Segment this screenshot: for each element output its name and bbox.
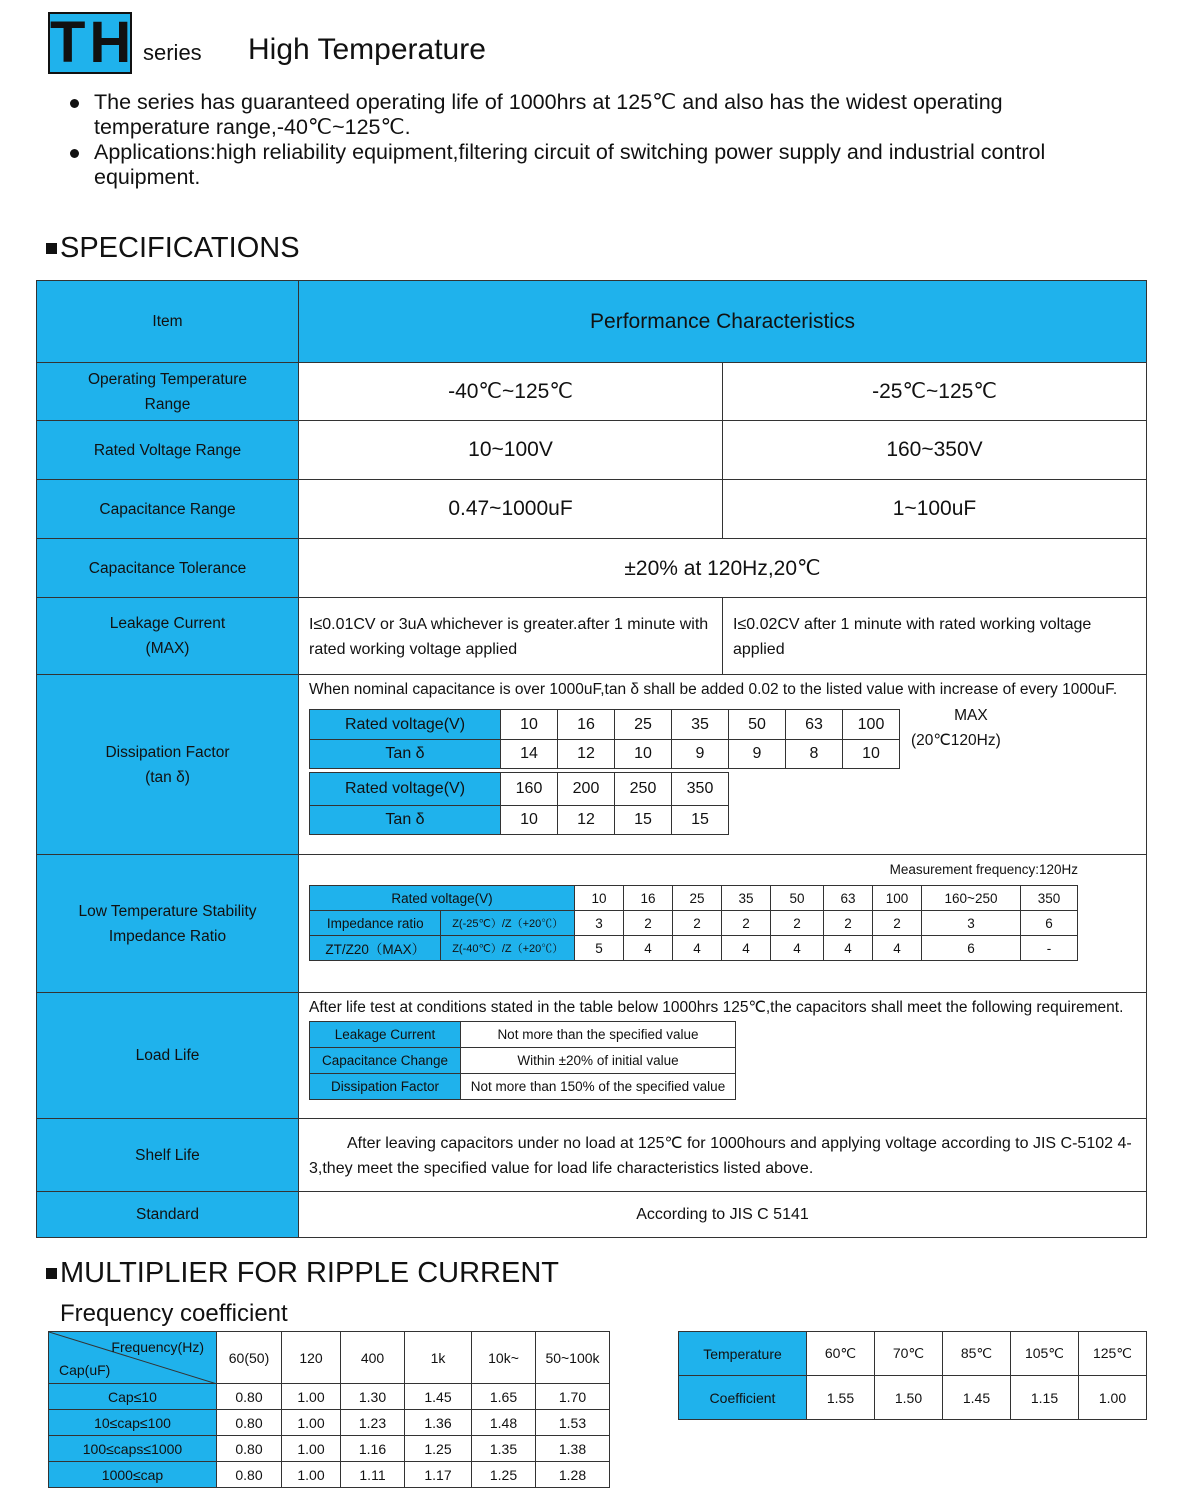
- low-temp-table: [309, 885, 1078, 961]
- cell: 1.48: [472, 1410, 536, 1436]
- cell: 1.00: [282, 1410, 341, 1436]
- page-subtitle: High Temperature: [248, 33, 486, 66]
- row-condition: Z(-40℃）/Z（+20℃）: [441, 936, 575, 961]
- cell: 63: [786, 710, 843, 740]
- table-row: [37, 1119, 1147, 1192]
- table-row: [310, 773, 729, 806]
- value-rated-voltage-2: 160~350V: [723, 421, 1147, 480]
- cell: 1.36: [405, 1410, 472, 1436]
- label-capacitance-tolerance: Capacitance Tolerance: [37, 539, 299, 598]
- freq-cell: 10k~: [472, 1332, 536, 1384]
- cell: 10: [575, 886, 624, 911]
- cell: 100: [843, 710, 900, 740]
- temperature-label: Temperature: [679, 1332, 807, 1376]
- cell: 16: [624, 886, 673, 911]
- label-shelf-life: Shelf Life: [37, 1119, 299, 1192]
- square-bullet-icon: [46, 243, 57, 254]
- header-performance: Performance Characteristics: [299, 281, 1147, 363]
- bullet-dot-icon: [70, 149, 79, 158]
- cell: Not more than 150% of the specified value: [461, 1074, 736, 1100]
- cell: 250: [615, 773, 672, 806]
- table-row: [37, 480, 1147, 539]
- cell: 3: [922, 911, 1021, 936]
- cap-label: 100≤caps≤1000: [49, 1436, 217, 1462]
- value-rated-voltage-1: 10~100V: [299, 421, 723, 480]
- value-op-temp-1: -40℃~125℃: [299, 363, 723, 421]
- cell: 1.00: [1079, 1376, 1147, 1420]
- cell: 10: [501, 710, 558, 740]
- table-row: [37, 421, 1147, 480]
- cell: 1.45: [943, 1376, 1011, 1420]
- dissipation-note: When nominal capacitance is over 1000uF,tan δ shall be added 0.02 to the listed value with increase of every 1000uF.: [309, 681, 1118, 698]
- cap-label: 1000≤cap: [49, 1462, 217, 1488]
- row-label: Rated voltage(V): [310, 710, 501, 740]
- value-standard: According to JIS C 5141: [299, 1192, 1147, 1238]
- cell: 160~250: [922, 886, 1021, 911]
- value-op-temp-2: -25℃~125℃: [723, 363, 1147, 421]
- cell: 35: [722, 886, 771, 911]
- cell: 1.11: [341, 1462, 405, 1488]
- cell: 8: [786, 740, 843, 769]
- dissipation-max-note: MAX (20℃120Hz): [911, 707, 1001, 749]
- cell: 1.28: [536, 1462, 610, 1488]
- table-row: [37, 993, 1147, 1119]
- table-row: [679, 1332, 1147, 1376]
- cell: 10: [843, 740, 900, 769]
- cell: 10: [615, 740, 672, 769]
- row-label: Leakage Current: [310, 1022, 461, 1048]
- cell: 1.00: [282, 1384, 341, 1410]
- cell: 2: [624, 911, 673, 936]
- frequency-coefficient-table: [48, 1331, 610, 1488]
- cell: -: [1021, 936, 1078, 961]
- cell: 1.53: [536, 1410, 610, 1436]
- cell: 1.65: [472, 1384, 536, 1410]
- cell: 4: [722, 936, 771, 961]
- cell: 1.55: [807, 1376, 875, 1420]
- row-label: ZT/Z20（MAX）: [310, 936, 441, 961]
- bullet-item: [70, 90, 1070, 140]
- label-rated-voltage: Rated Voltage Range: [37, 421, 299, 480]
- measurement-frequency: Measurement frequency:120Hz: [889, 862, 1079, 877]
- value-tolerance: ±20% at 120Hz,20℃: [299, 539, 1147, 598]
- row-label: Rated voltage(V): [310, 886, 575, 911]
- cell: 15: [672, 806, 729, 835]
- cell: 9: [729, 740, 786, 769]
- dissipation-table: [309, 709, 900, 769]
- cell: 0.80: [217, 1436, 282, 1462]
- table-row: [49, 1332, 610, 1384]
- cell: 0.80: [217, 1410, 282, 1436]
- cell: 25: [673, 886, 722, 911]
- cell: 10: [501, 806, 558, 835]
- cell: 9: [672, 740, 729, 769]
- table-row: [49, 1462, 610, 1488]
- label-dissipation-factor: Dissipation Factor (tan δ): [37, 675, 299, 855]
- cell: 2: [722, 911, 771, 936]
- row-label: Dissipation Factor: [310, 1074, 461, 1100]
- cell: 4: [771, 936, 824, 961]
- cell: 14: [501, 740, 558, 769]
- table-row: [310, 710, 900, 740]
- cell: 2: [771, 911, 824, 936]
- cell: 16: [558, 710, 615, 740]
- table-row: [310, 936, 1078, 961]
- cell: 105℃: [1011, 1332, 1079, 1376]
- freq-cell: 50~100k: [536, 1332, 610, 1384]
- cell: 100: [873, 886, 922, 911]
- cell: 1.16: [341, 1436, 405, 1462]
- value-leakage-2: I≤0.02CV after 1 minute with rated working voltage applied: [723, 598, 1147, 675]
- freq-header: Frequency(Hz): [111, 1339, 204, 1355]
- cell: 1.50: [875, 1376, 943, 1420]
- cell: 50: [729, 710, 786, 740]
- cell: 6: [922, 936, 1021, 961]
- freq-cell: 120: [282, 1332, 341, 1384]
- frequency-coefficient-title: Frequency coefficient: [60, 1300, 288, 1327]
- feature-bullets: [70, 90, 1070, 190]
- cell: 350: [672, 773, 729, 806]
- table-row: [49, 1436, 610, 1462]
- dissipation-cell: [299, 675, 1147, 855]
- label-capacitance-range: Capacitance Range: [37, 480, 299, 539]
- diagonal-header: [49, 1332, 217, 1384]
- row-label: Capacitance Change: [310, 1048, 461, 1074]
- section-title-text: SPECIFICATIONS: [60, 232, 300, 264]
- cell: 50: [771, 886, 824, 911]
- bullet-text: The series has guaranteed operating life of 1000hrs at 125℃ and also has the widest operating temperature range,-40℃~125℃.: [94, 90, 1003, 139]
- section-title-text: MULTIPLIER FOR RIPPLE CURRENT: [60, 1257, 559, 1289]
- bullet-item: [70, 140, 1070, 190]
- label-operating-temperature: Operating Temperature Range: [37, 363, 299, 421]
- cell: 200: [558, 773, 615, 806]
- cell: 12: [558, 806, 615, 835]
- bullet-dot-icon: [70, 99, 79, 108]
- table-row: [310, 806, 729, 835]
- table-row: [49, 1384, 610, 1410]
- cap-label: Cap≤10: [49, 1384, 217, 1410]
- square-bullet-icon: [46, 1268, 57, 1279]
- row-label: Tan δ: [310, 806, 501, 835]
- cell: 1.15: [1011, 1376, 1079, 1420]
- value-shelf-life: After leaving capacitors under no load at 125℃ for 1000hours and applying voltage according to JIS C-5102 4-3,they meet the specified value for load life characteristics listed above.: [299, 1119, 1147, 1192]
- cell: 1.25: [405, 1436, 472, 1462]
- cell: 4: [873, 936, 922, 961]
- label-load-life: Load Life: [37, 993, 299, 1119]
- table-row: [49, 1410, 610, 1436]
- cell: 350: [1021, 886, 1078, 911]
- cap-label: 10≤cap≤100: [49, 1410, 217, 1436]
- low-temp-cell: [299, 855, 1147, 993]
- label-leakage-current: Leakage Current (MAX): [37, 598, 299, 675]
- load-life-table: [309, 1021, 736, 1100]
- cell: 2: [824, 911, 873, 936]
- cell: 6: [1021, 911, 1078, 936]
- cell: 0.80: [217, 1462, 282, 1488]
- table-row: [37, 281, 1147, 363]
- table-row: [310, 911, 1078, 936]
- table-row: [37, 675, 1147, 855]
- series-word: series: [143, 40, 202, 65]
- cell: 1.35: [472, 1436, 536, 1462]
- value-capacitance-2: 1~100uF: [723, 480, 1147, 539]
- table-row: [310, 1048, 736, 1074]
- section-title-ripple: [46, 1257, 559, 1290]
- cell: 1.00: [282, 1436, 341, 1462]
- cell: Not more than the specified value: [461, 1022, 736, 1048]
- header-item: Item: [37, 281, 299, 363]
- series-code-box: TH: [50, 10, 136, 75]
- cell: 160: [501, 773, 558, 806]
- cell: 1.30: [341, 1384, 405, 1410]
- cell: 2: [873, 911, 922, 936]
- freq-cell: 60(50): [217, 1332, 282, 1384]
- cell: 4: [624, 936, 673, 961]
- label-standard: Standard: [37, 1192, 299, 1238]
- dissipation-table-2: [309, 772, 729, 835]
- cell: 3: [575, 911, 624, 936]
- load-life-note: After life test at conditions stated in the table below 1000hrs 125℃,the capacitors shall meet the following requirement.: [309, 999, 1124, 1016]
- table-row: [37, 363, 1147, 421]
- cell: 1.23: [341, 1410, 405, 1436]
- table-row: [37, 855, 1147, 993]
- table-row: [310, 1022, 736, 1048]
- cell: 125℃: [1079, 1332, 1147, 1376]
- cell: 85℃: [943, 1332, 1011, 1376]
- cell: 1.38: [536, 1436, 610, 1462]
- cell: 4: [824, 936, 873, 961]
- cell: 5: [575, 936, 624, 961]
- cell: 1.17: [405, 1462, 472, 1488]
- table-row: [310, 740, 900, 769]
- row-label: Rated voltage(V): [310, 773, 501, 806]
- row-label: Impedance ratio: [310, 911, 441, 936]
- cell: 35: [672, 710, 729, 740]
- label-low-temperature: Low Temperature Stability Impedance Ratio: [37, 855, 299, 993]
- cell: 25: [615, 710, 672, 740]
- table-row: [310, 1074, 736, 1100]
- cell: 15: [615, 806, 672, 835]
- cell: 1.45: [405, 1384, 472, 1410]
- freq-cell: 1k: [405, 1332, 472, 1384]
- section-title-specifications: [46, 232, 300, 265]
- row-condition: Z(-25℃）/Z（+20℃）: [441, 911, 575, 936]
- table-row: [37, 1192, 1147, 1238]
- bullet-text: Applications:high reliability equipment,filtering circuit of switching power supply and industrial control equipment.: [94, 140, 1046, 189]
- cell: 12: [558, 740, 615, 769]
- specifications-table: [36, 280, 1147, 1238]
- cap-header: Cap(uF): [59, 1362, 111, 1378]
- row-label: Tan δ: [310, 740, 501, 769]
- table-row: [37, 539, 1147, 598]
- value-leakage-1: I≤0.01CV or 3uA whichever is greater.after 1 minute with rated working voltage applied: [299, 598, 723, 675]
- table-row: [37, 598, 1147, 675]
- cell: 2: [673, 911, 722, 936]
- cell: 1.70: [536, 1384, 610, 1410]
- cell: 70℃: [875, 1332, 943, 1376]
- cell: 1.25: [472, 1462, 536, 1488]
- temperature-coefficient-table: [678, 1331, 1147, 1420]
- cell: 4: [673, 936, 722, 961]
- coefficient-label: Coefficient: [679, 1376, 807, 1420]
- cell: 1.00: [282, 1462, 341, 1488]
- cell: 63: [824, 886, 873, 911]
- freq-cell: 400: [341, 1332, 405, 1384]
- cell: 60℃: [807, 1332, 875, 1376]
- cell: 0.80: [217, 1384, 282, 1410]
- load-life-cell: [299, 993, 1147, 1119]
- table-row: [679, 1376, 1147, 1420]
- table-row: [310, 886, 1078, 911]
- cell: Within ±20% of initial value: [461, 1048, 736, 1074]
- value-capacitance-1: 0.47~1000uF: [299, 480, 723, 539]
